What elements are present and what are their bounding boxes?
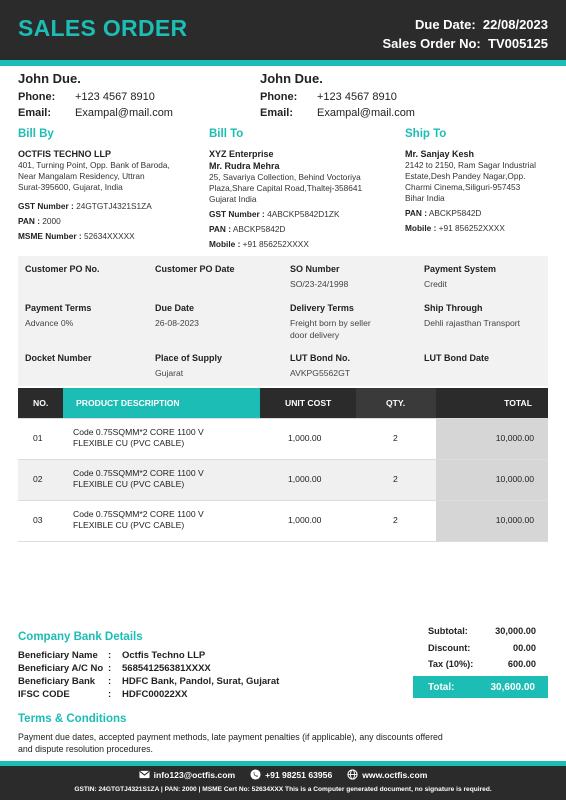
ship-to-address-line: Estate,Desh Pandey Nagar,Opp. <box>405 171 526 181</box>
bank-details-section <box>18 631 279 701</box>
contact-block-left <box>18 71 258 121</box>
bill-by-address-line: Near Mangalam Residency, Uttran <box>18 171 145 181</box>
phone-value: +123 4567 8910 <box>317 91 397 103</box>
row-divider <box>18 418 548 419</box>
ship-to-address-line: Charmi Cinema,Siliguri-957453 <box>405 182 521 192</box>
bill-by-company: OCTFIS TECHNO LLP <box>18 149 111 159</box>
grand-total <box>413 676 548 698</box>
due-date-label: Due Date: <box>415 17 476 32</box>
row-unit-cost: 1,000.00 <box>288 515 322 525</box>
mail-icon <box>139 769 150 780</box>
payment-terms: Payment Terms Advance 0% <box>25 303 92 328</box>
footer-website[interactable]: www.octfis.com <box>347 769 427 780</box>
contact-name: John Due. <box>260 71 323 86</box>
table-row <box>18 459 548 500</box>
ship-to-person: Mr. Sanjay Kesh <box>405 149 475 159</box>
terms-text: Payment due dates, accepted payment methods, late payment penalties (if applicable), any discounts offered and dispute resolution procedures. <box>18 732 443 754</box>
footer-legal-text: GSTIN: 24GTGTJ4321S1ZA | PAN: 2000 | MSME Cert No: 52634XXX This is a Computer generated document, no signature is required. <box>74 786 492 793</box>
col-header-total: TOTAL <box>504 398 532 408</box>
phone-label: Phone: <box>18 91 56 103</box>
header-accent-stripe <box>0 60 566 66</box>
row-total: 10,000.00 <box>495 515 534 525</box>
phone-icon <box>250 769 261 780</box>
email-value: Exampal@mail.com <box>317 107 415 119</box>
footer <box>0 766 566 800</box>
grand-total-label: Total: <box>428 682 455 693</box>
customer-po-date: Customer PO Date <box>155 264 235 274</box>
row-no: 03 <box>33 515 43 525</box>
so-number: SO Number SO/23-24/1998 <box>290 264 349 289</box>
discount-row: Discount: 00.00 <box>428 643 536 653</box>
ship-to-address-line: 2142 to 2150, Ram Sagar Industrial <box>405 160 536 170</box>
terms-section <box>18 713 458 755</box>
bank-row: IFSC CODE : HDFC00022XX <box>18 689 188 700</box>
bank-row: Beneficiary Name : Octfis Techno LLP <box>18 650 206 661</box>
bill-by-section <box>18 128 203 244</box>
row-qty: 2 <box>393 474 398 484</box>
document-title: SALES ORDER <box>18 15 188 41</box>
table-row <box>18 418 548 459</box>
row-qty: 2 <box>393 515 398 525</box>
row-total: 10,000.00 <box>495 433 534 443</box>
bill-to-person: Mr. Rudra Mehra <box>209 161 280 171</box>
row-unit-cost: 1,000.00 <box>288 433 322 443</box>
bank-row: Beneficiary A/C No : 568541256381XXXX <box>18 663 211 674</box>
bill-by-address-line: Surat-395600, Gujarat, India <box>18 182 123 192</box>
terms-heading: Terms & Conditions <box>18 713 127 725</box>
bank-row: Beneficiary Bank : HDFC Bank, Pandol, Surat, Gujarat <box>18 676 280 687</box>
bill-by-gst: GST Number : 24GTGTJ4321S1ZA <box>18 201 152 211</box>
footer-phone[interactable]: +91 98251 63956 <box>250 769 332 780</box>
items-table-header <box>18 388 548 418</box>
contact-phone-row <box>260 89 500 105</box>
ship-to-section <box>405 128 555 236</box>
header-meta <box>383 15 549 53</box>
due-date-line <box>383 15 549 34</box>
tax-row: Tax (10%): 600.00 <box>428 659 536 669</box>
row-description: Code 0.75SQMM*2 CORE 1100 V FLEXIBLE CU (PVC CABLE) <box>73 509 204 530</box>
row-divider <box>18 459 548 460</box>
email-label: Email: <box>260 107 294 119</box>
phone-value: +123 4567 8910 <box>75 91 155 103</box>
order-no-value: TV005125 <box>488 36 548 51</box>
subtotal-row: Subtotal: 30,000.00 <box>428 626 536 636</box>
row-divider <box>18 541 548 542</box>
row-divider <box>18 500 548 501</box>
table-row <box>18 500 548 541</box>
bill-to-address-line: Plaza,Share Capital Road,Thaltej-358641 <box>209 183 363 193</box>
order-details-panel <box>18 256 548 386</box>
order-no-label: Sales Order No: <box>382 36 481 51</box>
place-of-supply: Place of Supply Gujarat <box>155 353 223 378</box>
contact-email-row <box>260 105 500 121</box>
payment-system: Payment System Credit <box>424 264 497 289</box>
col-header-unit-cost: UNIT COST <box>285 398 332 408</box>
meta-due-date: Due Date 26-08-2023 <box>155 303 199 328</box>
contact-phone-row <box>18 89 258 105</box>
phone-label: Phone: <box>260 91 298 103</box>
ship-to-mobile: Mobile : +91 856252XXXX <box>405 223 505 233</box>
header-bar <box>0 0 566 60</box>
lut-bond-date: LUT Bond Date <box>424 353 489 363</box>
bill-to-section <box>209 128 399 252</box>
bill-by-msme: MSME Number : 52634XXXXX <box>18 231 135 241</box>
delivery-terms: Delivery Terms Freight born by seller door delivery <box>290 303 371 340</box>
row-qty: 2 <box>393 433 398 443</box>
ship-to-pan: PAN : ABCKP5842D <box>405 208 482 218</box>
bill-to-company: XYZ Enterprise <box>209 149 274 159</box>
bill-by-pan: PAN : 2000 <box>18 216 61 226</box>
order-no-line <box>383 34 549 53</box>
email-label: Email: <box>18 107 52 119</box>
col-header-description: PRODUCT DESCRIPTION <box>76 398 180 408</box>
email-value: Exampal@mail.com <box>75 107 173 119</box>
due-date-value: 22/08/2023 <box>482 17 548 32</box>
row-unit-cost: 1,000.00 <box>288 474 322 484</box>
footer-email[interactable]: info123@octfis.com <box>139 769 235 780</box>
bill-by-address-line: 401, Turning Point, Opp. Bank of Baroda, <box>18 160 170 170</box>
docket-number: Docket Number <box>25 353 92 363</box>
bill-by-heading: Bill By <box>18 128 54 140</box>
bill-to-address-line: 25, Savariya Collection, Behind Voctoriya <box>209 172 361 182</box>
bill-to-mobile: Mobile : +91 856252XXXX <box>209 239 309 249</box>
bill-to-pan: PAN : ABCKP5842D <box>209 224 286 234</box>
contact-email-row <box>18 105 258 121</box>
contact-name: John Due. <box>18 71 81 86</box>
col-header-no: NO. <box>33 398 49 408</box>
row-description: Code 0.75SQMM*2 CORE 1100 V FLEXIBLE CU (PVC CABLE) <box>73 468 204 489</box>
col-header-qty: QTY. <box>386 398 406 408</box>
bill-to-address-line: Gujarat India <box>209 194 257 204</box>
ship-to-address-line: Bihar India <box>405 193 445 203</box>
lut-bond-no: LUT Bond No. AVKPG5562GT <box>290 353 351 378</box>
bank-heading: Company Bank Details <box>18 631 143 643</box>
contact-block-right <box>260 71 500 121</box>
globe-icon <box>347 769 358 780</box>
ship-through: Ship Through Dehli rajasthan Transport <box>424 303 521 328</box>
row-description: Code 0.75SQMM*2 CORE 1100 V FLEXIBLE CU (PVC CABLE) <box>73 427 204 448</box>
bill-to-heading: Bill To <box>209 128 244 140</box>
bill-to-gst: GST Number : 4ABCKP5842D1ZK <box>209 209 340 219</box>
customer-po-no: Customer PO No. <box>25 264 100 274</box>
row-total: 10,000.00 <box>495 474 534 484</box>
row-no: 01 <box>33 433 43 443</box>
footer-contacts <box>0 769 566 780</box>
grand-total-value: 30,600.00 <box>490 682 535 693</box>
row-no: 02 <box>33 474 43 484</box>
ship-to-heading: Ship To <box>405 128 447 140</box>
